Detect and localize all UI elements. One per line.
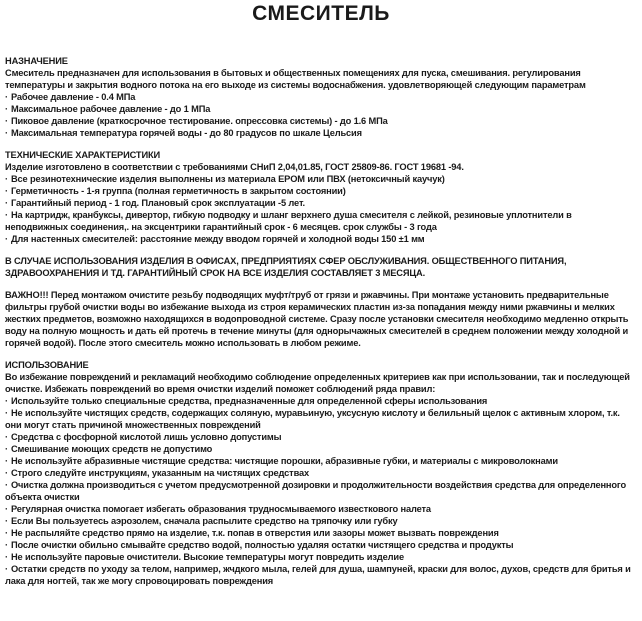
paragraph: В СЛУЧАЕ ИСПОЛЬЗОВАНИЯ ИЗДЕЛИЯ В ОФИСАХ, ПРЕДПРИЯТИЯХ СФЕР ОБСЛУЖИВАНИЯ. ОБЩЕСТВЕННОГО ПИТАНИЯ, ЗДРАВООХРАНЕНИЯ И ТД. ГАРАНТИЙНЫЙ СРОК НА ВСЕ ИЗДЕЛИЯ СОСТАВЛЯЕТ 3 МЕСЯЦА. (5, 256, 567, 278)
bullet-marker: · (5, 396, 8, 406)
bullet-item (5, 443, 637, 455)
bullet-marker: · (5, 174, 8, 184)
bullet-text: На картридж, кранбуксы, дивертор, гибкую подводку и шланг верхнего душа смесителя с лейкой, резиновые уплотнители в неподвижных соединения,. на эксцентрики гарантийный срок - 6 месяцев. срок службы - 3 года (5, 210, 572, 232)
section-heading: НАЗНАЧЕНИЕ (5, 56, 68, 66)
bullet-item (5, 233, 637, 245)
bullet-marker: · (5, 234, 8, 244)
section-heading: ИСПОЛЬЗОВАНИЕ (5, 360, 89, 370)
bullet-marker: · (5, 540, 8, 550)
bullet-marker: · (5, 456, 8, 466)
bullet-marker: · (5, 564, 8, 574)
bullet-item (5, 173, 637, 185)
bullet-item (5, 479, 637, 503)
bullet-text: Если Вы пользуетесь аэрозолем, сначала распылите средство на тряпочку или губку (10, 516, 398, 526)
bullet-item (5, 197, 637, 209)
bullet-item (5, 115, 637, 127)
bullet-marker: · (5, 210, 8, 220)
bullet-text: Максимальное рабочее давление - до 1 МПа (10, 104, 211, 114)
bullet-item (5, 91, 637, 103)
bullet-text: Смешивание моющих средств не допустимо (10, 444, 213, 454)
section-heading: ТЕХНИЧЕСКИЕ ХАРАКТЕРИСТИКИ (5, 150, 161, 160)
bullet-item (5, 185, 637, 197)
section-spacer (5, 349, 637, 359)
bullet-text: Для настенных смесителей: расстояние между вводом горячей и холодной воды 150 ±1 мм (10, 234, 425, 244)
bullet-text: Не используйте чистящих средств, содержащих соляную, муравьиную, уксусную кислоту и белильный щелок с активным хлором, т.к. они могут стать причиной множественных повреждений (5, 408, 620, 430)
paragraph: ВАЖНО!!! Перед монтажом очистите резьбу подводящих муфт/труб от грязи и ржавчины. При монтаже установить предварительные фильтры грубой очистки воды во избежание выхода из строя керамических пластин из-за попадания между ними ржавчины и мелких жестких предметов, возможно находящихся в водопроводной системе. Сразу после установки смесителя необходимо медленно открыть воду на полную мощность и дать ей протечь в течение минуты (для однорычажных смесителей в среднем положении между холодной и горячей водой). После этого смеситель можно использовать в любом режиме. (5, 290, 629, 348)
bullet-marker: · (5, 186, 8, 196)
bullet-marker: · (5, 92, 8, 102)
bullet-text: Гарантийный период - 1 год. Плановый срок эксплуатации -5 лет. (10, 198, 305, 208)
bullet-marker: · (5, 528, 8, 538)
bullet-text: Используйте только специальные средства, предназначенные для определенной сферы использования (10, 396, 488, 406)
bullet-item (5, 395, 637, 407)
paragraph: Изделие изготовлено в соответствии с требованиями СНиП 2,04,01.85, ГОСТ 25809-86. ГОСТ 19681 -94. (5, 162, 464, 172)
bullet-marker: · (5, 504, 8, 514)
bullet-marker: · (5, 408, 8, 418)
section-spacer (5, 245, 637, 255)
bullet-item (5, 551, 637, 563)
bullet-text: Не используйте абразивные чистящие средства: чистящие порошки, абразивные губки, и материалы с микроволокнами (10, 456, 558, 466)
bullet-item (5, 503, 637, 515)
bullet-item (5, 407, 637, 431)
bullet-item (5, 209, 637, 233)
bullet-marker: · (5, 480, 8, 490)
bullet-text: Средства с фосфорной кислотой лишь условно допустимы (10, 432, 282, 442)
bullet-text: Пиковое давление (краткосрочное тестирование. опрессовка системы) - до 1.6 МПа (10, 116, 388, 126)
instruction-document (0, 2, 642, 587)
bullet-text: Строго следуйте инструкциям, указанным на чистящих средствах (10, 468, 310, 478)
bullet-marker: · (5, 432, 8, 442)
bullet-item (5, 455, 637, 467)
bullet-text: Герметичность - 1-я группа (полная герметичность в закрытом состоянии) (10, 186, 346, 196)
bullet-item (5, 527, 637, 539)
section-spacer (5, 139, 637, 149)
bullet-item (5, 103, 637, 115)
bullet-marker: · (5, 444, 8, 454)
bullet-text: Остатки средств по уходу за телом, например, жчдкого мыла, гелей для душа, шампуней, краски для волос, духов, средств для бритья и лака для ногтей, так же могу спровоцировать повреждения (5, 564, 631, 586)
bullet-text: Рабочее давление - 0.4 МПа (10, 92, 136, 102)
bullet-marker: · (5, 516, 8, 526)
bullet-item (5, 431, 637, 443)
bullet-item (5, 539, 637, 551)
document-body (5, 55, 637, 587)
document-title: СМЕСИТЕЛЬ (252, 2, 390, 25)
section-spacer (5, 279, 637, 289)
paragraph: Во избежание повреждений и рекламаций необходимо соблюдение определенных критериев как при использовании, так и последующей очистке. Избежать повреждений во время очистки изделий поможет соблюдений ряда правил: (5, 372, 630, 394)
bullet-marker: · (5, 116, 8, 126)
bullet-text: После очистки обильно смывайте средство водой, полностью удаляя остатки чистящего средства и продукты (10, 540, 514, 550)
bullet-item (5, 127, 637, 139)
bullet-text: Очистка должна производиться с учетом предусмотренной дозировки и продолжительности воздействия средства для определенного объекта очистки (5, 480, 627, 502)
bullet-marker: · (5, 552, 8, 562)
bullet-marker: · (5, 468, 8, 478)
bullet-text: Не распыляйте средство прямо на изделие, т.к. попав в отверстия или зазоры может вызвать повреждения (10, 528, 499, 538)
bullet-item (5, 467, 637, 479)
bullet-marker: · (5, 198, 8, 208)
bullet-text: Максимальная температура горячей воды - до 80 градусов по шкале Цельсия (10, 128, 362, 138)
bullet-marker: · (5, 128, 8, 138)
paragraph: Смеситель предназначен для использования в бытовых и общественных помещениях для пуска, смешивания. регулирования температуры и закрытия водного потока на его выходе из системы водоснабжения. удовлетворяющей следующим параметрам (5, 68, 586, 90)
bullet-item (5, 563, 637, 587)
bullet-text: Не используйте паровые очистители. Высокие температуры могут повредить изделие (10, 552, 404, 562)
bullet-marker: · (5, 104, 8, 114)
bullet-text: Регулярная очистка помогает избегать образования трудносмываемого известкового налета (10, 504, 431, 514)
bullet-text: Все резинотехнические изделия выполнены из материала EPOM или ПВХ (нетоксичный каучук) (10, 174, 445, 184)
bullet-item (5, 515, 637, 527)
